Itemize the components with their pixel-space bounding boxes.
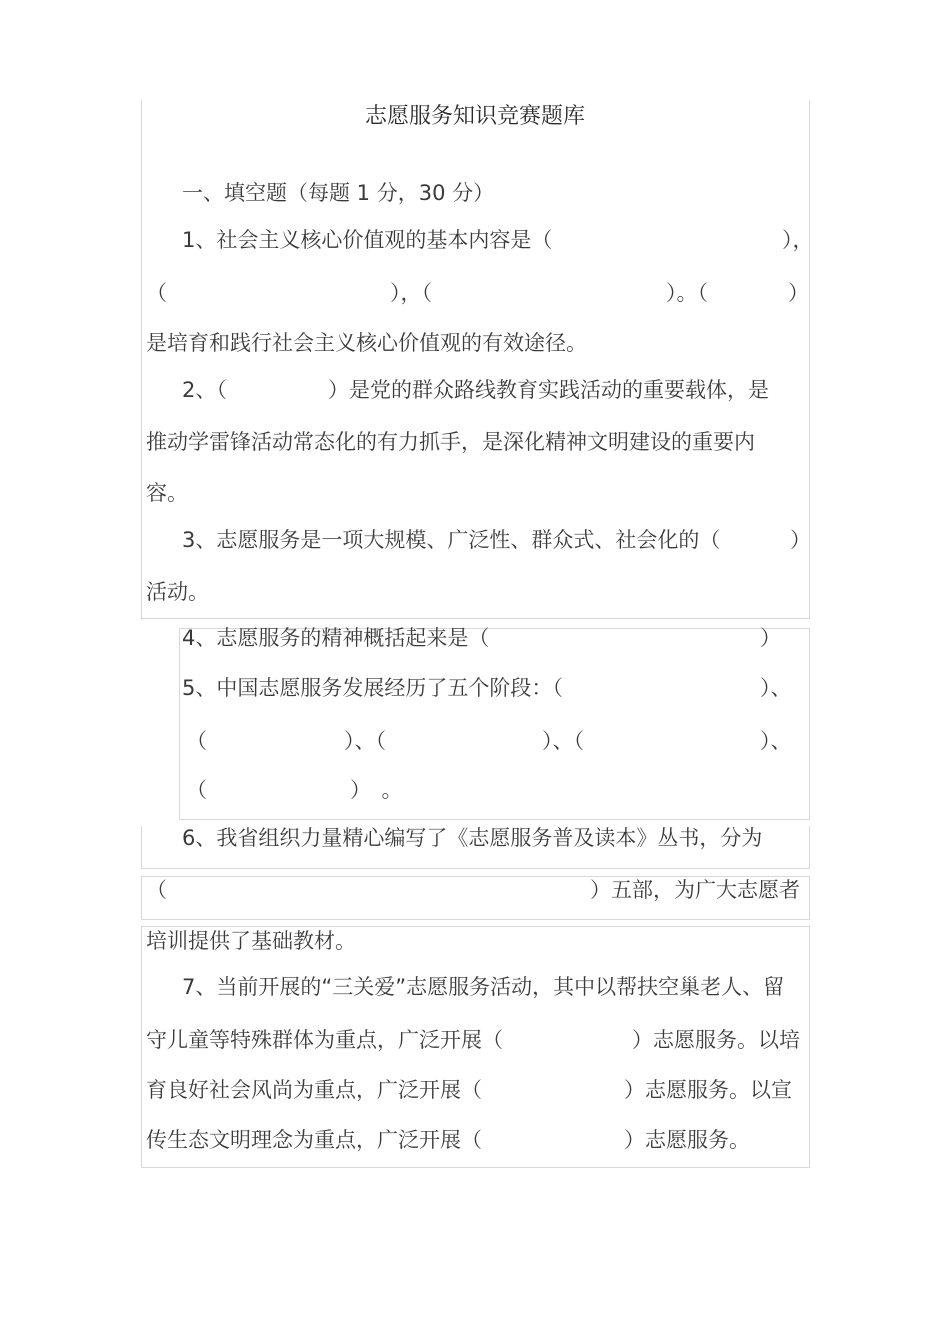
question-3-line-2: 活动。 (146, 580, 209, 604)
question-1-blank-2-close: ），（ (390, 281, 432, 305)
question-7-line-3: 育良好社会风尚为重点，广泛开展（ (146, 1078, 482, 1102)
question-1-blank-1-close: ）， (782, 228, 814, 252)
question-5-line-1: 5、中国志愿服务发展经历了五个阶段：（ (182, 676, 563, 700)
question-1-blank-4-close: ） (788, 281, 809, 305)
question-5-blank-4-close: ）、 (760, 729, 792, 753)
question-7-blank-1-close: ）志愿服务。以培 (632, 1028, 800, 1052)
question-2-line-3: 容。 (146, 481, 188, 505)
question-5-blank-2-close: ）、（ (344, 729, 386, 753)
section-heading: 一、填空题（每题 1 分，30 分） (182, 181, 495, 205)
question-7-blank-2-close: ）志愿服务。以宣 (624, 1078, 792, 1102)
question-4-line-1: 4、志愿服务的精神概括起来是（ (182, 626, 490, 650)
question-7-line-4: 传生态文明理念为重点，广泛开展（ (146, 1128, 482, 1152)
question-6-blank-open: （ (146, 878, 167, 902)
question-5-blank-1-close: ）、 (760, 676, 792, 700)
question-5-blank-2-open: （ (186, 729, 207, 753)
question-1-blank-3-close: ）。（ (666, 281, 708, 305)
document-title: 志愿服务知识竞赛题库 (364, 104, 585, 129)
question-7-blank-3-close: ）志愿服务。 (624, 1128, 750, 1152)
content-frame-2 (179, 628, 810, 820)
question-6-line-2: ）五部，为广大志愿者 (590, 878, 800, 902)
question-1-line-3: 是培育和践行社会主义核心价值观的有效途径。 (146, 331, 587, 355)
question-2-line-1-open: 2、（ (182, 378, 227, 402)
question-5-blank-5-close: ） 。 (350, 778, 403, 802)
question-3-line-1: 3、志愿服务是一项大规模、广泛性、群众式、社会化的（ (182, 528, 721, 552)
question-2-line-1: ）是党的群众路线教育实践活动的重要载体，是 (328, 378, 769, 402)
question-2-line-2: 推动学雷锋活动常态化的有力抓手，是深化精神文明建设的重要内 (146, 430, 755, 454)
question-5-blank-3-close: ）、（ (542, 729, 584, 753)
question-3-blank-close: ） (790, 528, 811, 552)
question-1-line-1: 1、社会主义核心价值观的基本内容是（ (182, 228, 553, 252)
question-5-blank-5-open: （ (186, 778, 207, 802)
question-6-line-1: 6、我省组织力量精心编写了《志愿服务普及读本》丛书，分为 (182, 826, 763, 850)
question-7-line-2: 守儿童等特殊群体为重点，广泛开展（ (146, 1028, 503, 1052)
question-7-line-1: 7、当前开展的“三关爱”志愿服务活动，其中以帮扶空巢老人、留 (182, 975, 785, 999)
question-1-blank-2-open: （ (146, 281, 167, 305)
question-4-blank-close: ） (760, 626, 781, 650)
question-6-line-3: 培训提供了基础教材。 (146, 929, 356, 953)
